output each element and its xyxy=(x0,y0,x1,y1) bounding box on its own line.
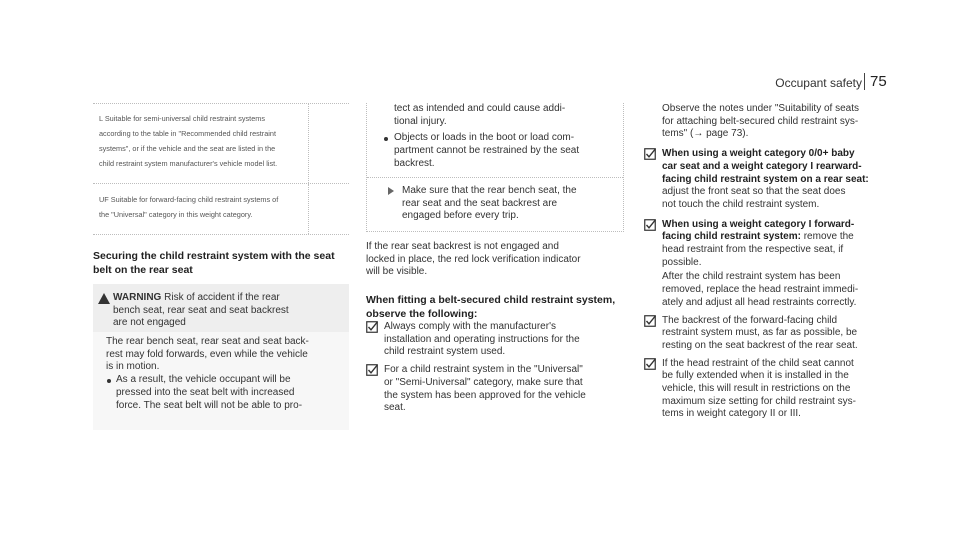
text-line: engaged before every trip. xyxy=(402,210,519,222)
bullet-icon xyxy=(384,137,388,141)
text-line: tect as intended and could cause addi- xyxy=(394,103,566,114)
warning-title: WARNING xyxy=(113,292,162,303)
checklist-item xyxy=(644,148,894,212)
checkbox-checked-icon xyxy=(366,321,378,333)
warning-box xyxy=(93,284,349,430)
page-number: 75 xyxy=(870,73,887,90)
text-line: for attaching belt-secured child restraint sys- xyxy=(662,115,859,127)
table-cell: L Suitable for semi-universal child restraint systems according to the table in "Recommended child restraint systems", or if the vehicle and the seat are listed in the child restraint system manufacturer's vehicle model list. xyxy=(99,114,278,168)
text-line: The rear bench seat, rear seat and seat back- xyxy=(106,336,309,347)
table-cell-empty xyxy=(308,184,349,234)
checklist-item xyxy=(366,364,628,415)
section-heading xyxy=(93,249,353,277)
text-line: resting on the seat backrest of the rear seat. xyxy=(662,339,858,351)
bullet-icon xyxy=(107,379,111,383)
warning-continuation-box xyxy=(366,103,624,232)
text-line: seat. xyxy=(384,402,406,414)
text-line: For a child restraint system in the "Universal" xyxy=(384,364,583,376)
text-line: child restraint system used. xyxy=(384,346,506,358)
text-line: be fully extended when it is installed in the xyxy=(662,370,849,382)
text-line: facing child restraint system on a rear seat: xyxy=(662,173,869,185)
action-step xyxy=(388,185,628,223)
text-line: possible. xyxy=(662,256,702,268)
text-line: Make sure that the rear bench seat, the xyxy=(402,185,577,196)
text-line: will be visible. xyxy=(366,266,428,278)
text-line: pressed into the seat belt with increased xyxy=(116,386,295,398)
heading-line: observe the following: xyxy=(366,308,478,320)
text-line: backrest. xyxy=(394,157,435,169)
warning-header: ! WARNING Risk of accident if the rear bench seat, rear seat and seat backrest are not engaged xyxy=(113,292,338,330)
suitability-table xyxy=(93,103,349,235)
fitting-checklist xyxy=(366,318,628,415)
warning-line: Risk of accident if the rear xyxy=(164,292,280,303)
warning-continued xyxy=(381,103,607,171)
text-line: As a result, the vehicle occupant will be xyxy=(116,374,291,386)
text-line: removed, replace the head restraint immedi- xyxy=(662,284,859,296)
text-line: facing child restraint system: xyxy=(662,231,801,243)
text-line: Objects or loads in the boot or load com- xyxy=(394,132,575,144)
right-column xyxy=(644,103,894,421)
warning-body-area xyxy=(93,332,349,430)
checkbox-checked-icon xyxy=(366,364,378,376)
text-line: partment cannot be restrained by the seat xyxy=(394,145,580,157)
warning-line: are not engaged xyxy=(113,317,186,329)
text-line: adjust the front seat so that the seat does xyxy=(662,186,846,198)
text-line: If the rear seat backrest is not engaged and xyxy=(366,241,559,252)
text-line: installation and operating instructions for the xyxy=(384,333,580,345)
text-line: After the child restraint system has been xyxy=(662,271,841,283)
list-item xyxy=(106,374,344,412)
text-line: When using a weight category 0/0+ baby xyxy=(662,148,855,160)
text-line: car seat and a weight category I rearward- xyxy=(662,160,862,172)
checklist-item xyxy=(644,219,894,310)
text-line: head restraint from the respective seat, if xyxy=(662,244,844,256)
text-line: The backrest of the forward-facing child xyxy=(662,314,838,326)
header-divider xyxy=(864,73,865,90)
text-line: restraint system must, as far as possible, be xyxy=(662,327,858,339)
heading-line: Securing the child restraint system with the seat xyxy=(93,250,335,262)
text-line: rest may fold forwards, even while the vehicle xyxy=(106,348,308,360)
text-line: remove the xyxy=(803,231,854,243)
arrow-right-icon xyxy=(388,187,394,195)
text-line: not touch the child restraint system. xyxy=(662,198,820,210)
text-line: ately and adjust all head restraints correctly. xyxy=(662,296,857,308)
table-cell-empty xyxy=(308,103,349,183)
checkbox-checked-icon xyxy=(644,219,656,231)
lock-indicator-paragraph xyxy=(366,241,626,279)
fitting-heading xyxy=(366,293,628,321)
text-line: locked in place, the red lock verification indicator xyxy=(366,253,581,265)
text-line: or "Semi-Universal" category, make sure that xyxy=(384,376,583,388)
heading-line: belt on the rear seat xyxy=(93,264,193,276)
text-line: When using a weight category I forward- xyxy=(662,218,855,230)
warning-body xyxy=(106,336,344,412)
text-line: tional injury. xyxy=(394,115,447,127)
intro-paragraph xyxy=(644,103,894,141)
text-line: force. The seat belt will not be able to pro- xyxy=(116,399,303,411)
text-line: If the head restraint of the child seat cannot xyxy=(662,357,854,369)
text-line: tems" (→ page 73). xyxy=(662,128,749,140)
checkbox-checked-icon xyxy=(644,148,656,160)
checklist-item xyxy=(366,321,628,359)
text-line: is in motion. xyxy=(106,361,160,373)
text-line: rear seat and the seat backrest are xyxy=(402,197,558,209)
text-line: tems in weight category II or III. xyxy=(662,408,801,420)
checklist-item xyxy=(644,358,894,422)
checkbox-checked-icon xyxy=(644,358,656,370)
text-line: maximum size setting for child restraint sys- xyxy=(662,395,856,407)
text-line: vehicle, this will result in restrictions on the xyxy=(662,383,851,395)
table-row xyxy=(93,103,349,184)
list-item xyxy=(381,132,607,170)
text-line: Always comply with the manufacturer's xyxy=(384,321,556,332)
heading-line: When fitting a belt-secured child restraint system, xyxy=(366,294,616,306)
checklist-item xyxy=(644,315,894,353)
checkbox-checked-icon xyxy=(644,315,656,327)
text-line: Observe the notes under "Suitability of seats xyxy=(662,103,859,114)
warning-line: bench seat, rear seat and seat backrest xyxy=(113,304,289,316)
table-row xyxy=(93,184,349,235)
text-line: the system has been approved for the vehicle xyxy=(384,389,586,401)
table-cell: UF Suitable for forward-facing child restraint systems of the "Universal" category in this weight category. xyxy=(99,195,279,219)
section-title: Occupant safety xyxy=(775,76,862,90)
